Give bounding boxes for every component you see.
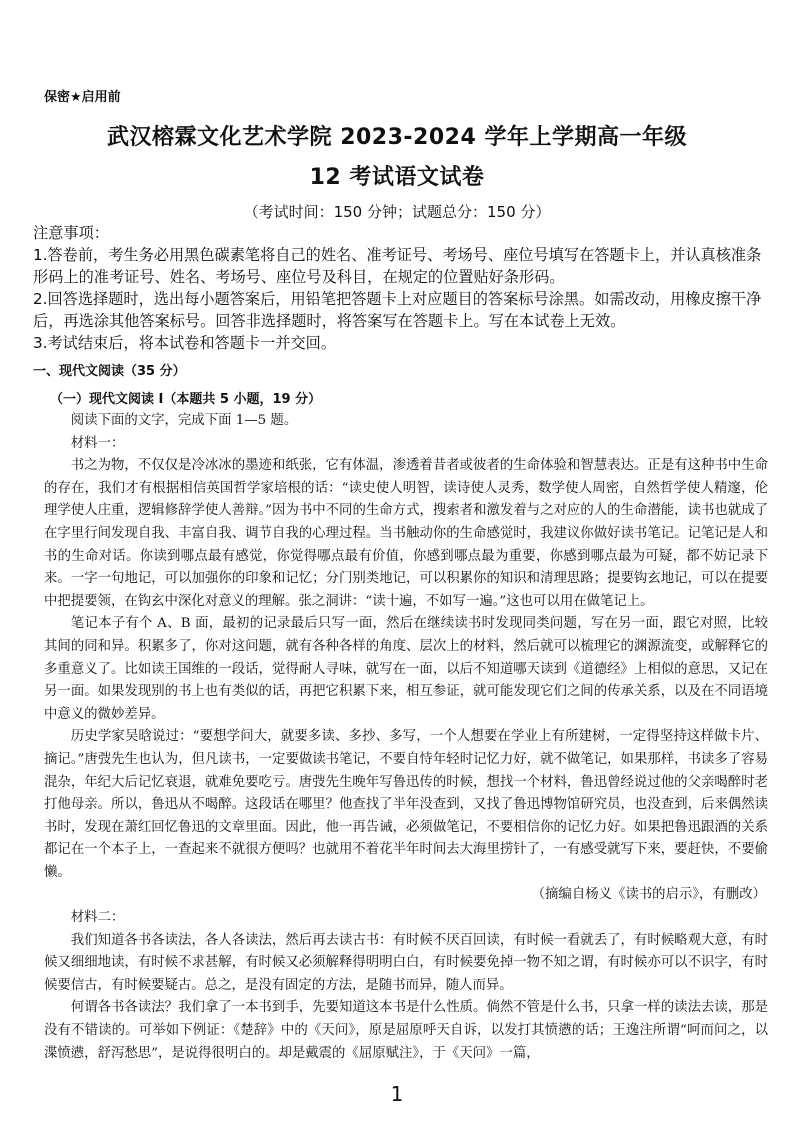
passage-paragraph: 何谓各书各读法？我们拿了一本书到手，先要知道这本书是什么性质。倘然不管是什么书，只拿一样的读法去读，那是没有不错读的。可举如下例证：《楚辞》中的《天问》，原是屈原呼天自诉，以发打其愤懑的话；王逸注所谓“呵而问之，以渫愤懑，舒泻愁思”，是说得很明白的。却是戴震的《屈原赋注》，于《天问》一篇， — [44, 1000, 768, 1061]
material-label: 材料一： — [70, 435, 125, 451]
notes-item: 3.考试结束后，将本试卷和答题卡一并交回。 — [33, 334, 337, 352]
section-heading: 一、现代文阅读（35 分） — [33, 364, 186, 379]
passage-paragraph: 笔记本子有个 A、B 面，最初的记录最后只写一面，然后在继续读书时发现同类问题，写在另一面，跟它对照，比较其间的同和异。积累多了，你对这问题，就有各种各样的角度、层次上的材料，然后就可以梳理它的渊源流变，或解释它的多重意义了。比如读王国维的一段话，觉得耐人寻味，就写在一面，以后不知道哪天读到《道德经》上相似的意思，又记在另一面。如果发现别的书上也有类似的话，再把它积累下来，相互参证，就可能发现它们之间的传承关系，以及在不同语境中意义的微妙差异。 — [44, 616, 768, 722]
passage-paragraph: 书之为物，不仅仅是冷冰冰的墨迹和纸张，它有体温，渗透着昔者或彼者的生命体验和智慧表达。正是有这种书中生命的存在，我们才有根据相信英国哲学家培根的话：“读史使人明智，读诗使人灵秀，数学使人周密，自然哲学使人精邃，伦理学使人庄重，逻辑修辞学使人善辩。”因为书中不同的生命方式，搜索者和激发着与之对应的人的生命潜能，读书也就成了在字里行间发现自我、丰富自我、调节自我的心理过程。当书触动你的生命感觉时，我建议你做好读书笔记。记笔记是人和书的生命对话。你读到哪点最有感觉，你觉得哪点最有价值，你感到哪点最为重要，你感到哪点最为可疑，都不妨记录下来。一字一句地记，可以加强你的印象和记忆；分门别类地记，可以积累你的知识和清理思路；提要钩玄地记，可以在提要中把提要领，在钩玄中深化对意义的理解。张之洞讲：“读十遍，不如写一遍。”这也可以用在做笔记上。 — [44, 458, 768, 609]
notes-block — [33, 222, 768, 354]
reading-passage — [44, 410, 768, 1065]
page-number: 1 — [390, 1082, 404, 1106]
notes-item: 1.答卷前，考生务必用黑色碳素笔将自己的姓名、准考证号、考场号、座位号填写在答题卡上，并认真核准条形码上的准考证号、姓名、考场号、座位号及科目，在规定的位置贴好条形码。 — [33, 246, 762, 286]
notes-heading: 注意事项： — [33, 224, 109, 242]
passage-paragraph: 历史学家吴晗说过：“要想学问大，就要多读、多抄、多写，一个人想要在学业上有所建树，一定得坚持这样做卡片、摘记。”唐弢先生也认为，但凡读书，一定要做读书笔记，不要自恃年轻时记忆力好，就不做笔记，如果那样，书读多了容易混杂，年纪大后记忆衰退，就难免要吃亏。唐弢先生晚年写鲁迅传的时候，想找一个材料，鲁迅曾经说过他的父亲喝醉时老打他母亲。所以，鲁迅从不喝醉。这段话在哪里？他查找了半年没查到，又找了鲁迅博物馆研究员，也没查到，后来偶然读书时，发现在萧红回忆鲁迅的文章里面。因此，他一再告诫，必须做笔记，不要相信你的记忆力好。如果把鲁迅跟酒的关系都记在一个本子上，一查起来不就很方便吗？也就用不着花半年时间去大海里捞针了，一有感受就写下来，要赶快，不要偷懒。 — [44, 729, 768, 880]
instruction-text: 阅读下面的文字，完成下面 1—5 题。 — [70, 413, 298, 428]
subsection-heading: （一）现代文阅读 I（本题共 5 小题，19 分） — [50, 392, 322, 407]
notes-item: 2.回答选择题时，选出每小题答案后，用铅笔把答题卡上对应题目的答案标号涂黑。如需改动，用橡皮擦干净后，再选涂其他答案标号。回答非选择题时，将答案写在答题卡上。写在本试卷上无效。 — [33, 290, 762, 330]
passage-paragraph: 我们知道各书各读法，各人各读法，然后再去读古书：有时候不厌百回读，有时候一看就丢了，有时候略观大意，有时候又细细地读，有时候不求甚解，有时候又必须解释得明明白白，有时候要免掉一物不知之谓，有时候亦可以不识字，有时候要信古，有时候要疑古。总之，是没有固定的方法，是随书而异，随人而异。 — [44, 932, 768, 993]
exam-subtitle: 12 考试语文试卷 — [309, 165, 485, 190]
exam-time-info: （考试时间：150 分钟；试题总分：150 分） — [243, 203, 551, 221]
source-citation: （摘编自杨义《读书的启示》，有删改） — [531, 887, 766, 903]
material-label: 材料二： — [70, 910, 125, 926]
exam-title: 武汉榕霖文化艺术学院 2023-2024 学年上学期高一年级 — [107, 125, 687, 150]
confidential-mark: 保密★启用前 — [44, 90, 121, 105]
